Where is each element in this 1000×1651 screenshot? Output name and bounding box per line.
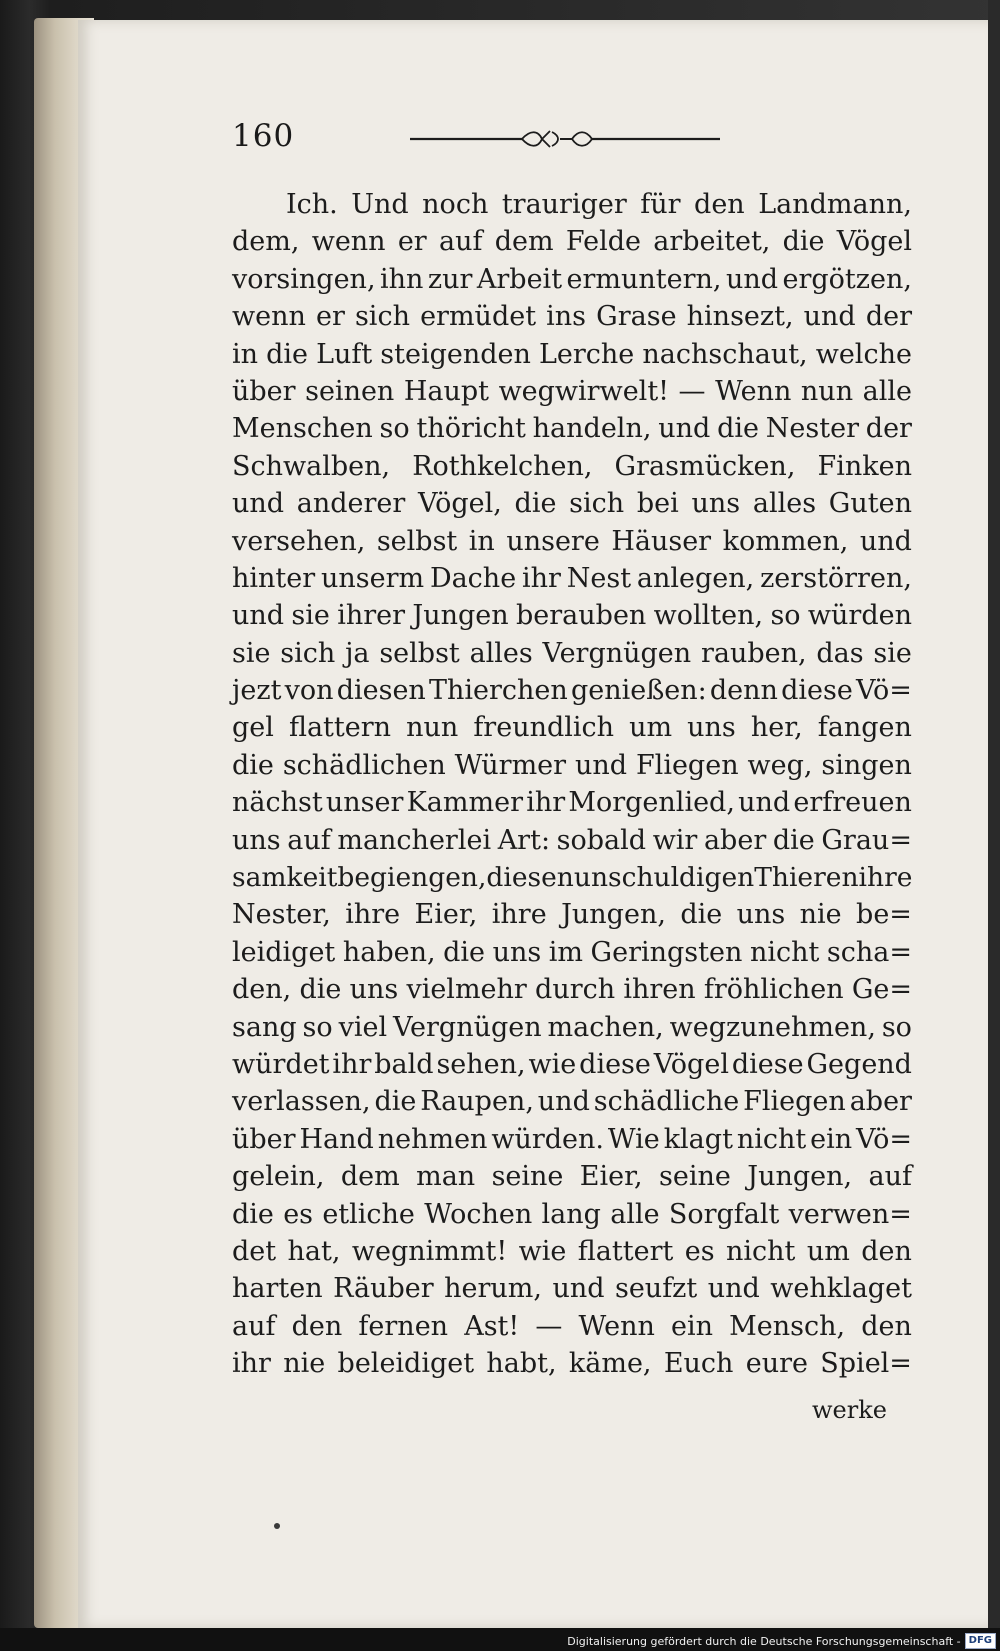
word: nicht [736,1123,807,1155]
word: Dache [429,562,517,594]
word: er [397,226,427,258]
word: durch [535,974,616,1006]
word: um [629,712,673,744]
word: fröhlichen [703,974,844,1006]
word: verlassen, [232,1086,371,1118]
word: unschuldigen [573,862,755,894]
word: Jungen, [561,899,666,931]
word: Vögel [836,226,912,258]
word: handeln, [532,413,652,445]
word: gel [232,712,274,744]
word: Lerche [538,338,635,370]
word: sobald [556,824,647,856]
word: harten [232,1273,323,1305]
ink-dot [274,1523,280,1529]
word: Fliegen [743,1086,846,1118]
word: Grasmücken, [614,450,796,482]
word: aber [703,824,767,856]
word: Mensch, [729,1310,846,1342]
word: nehmen [377,1123,488,1155]
word: Ich. [286,189,338,220]
word: Art: [497,824,551,856]
word: anderer [296,488,406,520]
word: bald [374,1048,434,1080]
dfg-logo-icon: DFG [965,1633,996,1649]
word: freundlich [473,712,615,744]
text-line [232,784,912,821]
word: seinen [305,375,395,407]
word: habt, [486,1348,557,1380]
word: uns [349,974,399,1006]
word: alle [862,375,912,407]
word: sie [232,637,271,669]
word: Haupt [403,375,490,407]
word: den [694,189,745,220]
word: käme, [568,1348,652,1380]
word: sich [569,488,625,520]
word: im [548,936,583,968]
word: die [782,226,825,258]
word: dem [494,226,554,258]
word: bei [636,488,679,520]
text-line [232,1233,912,1270]
word: Thieren [754,862,859,894]
word: uns [232,824,281,856]
word: alles [752,488,817,520]
word: Räuber [333,1273,434,1305]
word: haben, [342,936,436,968]
word: nie [283,1348,326,1380]
word: klagt [663,1123,733,1155]
word: unserm [320,562,425,594]
word: nicht [726,1235,796,1267]
word: das [816,637,864,669]
word: versehen, [232,525,366,557]
word: nun [406,712,459,744]
word: sie [291,600,330,632]
word: schädliche [593,1086,740,1118]
word: und [232,600,285,632]
word: unser [325,787,404,819]
word: ein [810,1123,853,1155]
word: unsere [506,525,600,557]
word: diese [579,1048,651,1080]
word: die [299,974,342,1006]
word: berauben [516,600,647,632]
word: für [640,189,681,220]
word: denn [709,675,778,707]
word: Vö= [856,675,912,707]
word: etliche [322,1198,415,1230]
word: ihre [345,899,401,931]
word: so [770,600,801,632]
text-line [232,971,912,1008]
text-line [232,261,912,298]
word: uns [736,899,786,931]
word: und [738,787,791,819]
word: Vergnügen [542,637,692,669]
word: die [374,1086,417,1118]
word: wegwirwelt! [498,375,670,407]
text-line [232,896,912,933]
word: ihr [332,1048,372,1080]
text-line [232,298,912,335]
word: eure [745,1348,808,1380]
word: her, [750,712,803,744]
word: diese [781,675,853,707]
text-line [232,485,912,522]
word: in [468,525,495,557]
word: Finken [817,450,912,482]
word: uns [687,712,736,744]
text-line [232,1158,912,1195]
word: dem, [232,226,300,258]
text-line [232,448,912,485]
word: schädlichen [282,749,446,781]
word: herum, [444,1273,542,1305]
word: Schwalben, [232,450,391,482]
catchword: werke [812,1396,887,1424]
text-line [232,1196,912,1233]
word: Sorgfalt [668,1198,780,1230]
text-line [232,1345,912,1382]
word: Wie [607,1123,660,1155]
word: Geringsten [590,936,743,968]
word: Ge= [851,974,912,1006]
word: um [806,1235,850,1267]
word: die [443,936,486,968]
word: er [315,301,345,333]
word: leidiget [232,936,336,968]
text-line [232,1308,912,1345]
word: Raupen, [420,1086,534,1118]
word: hinter [232,562,316,594]
word: aber [849,1086,912,1118]
word: Würmer [454,749,567,781]
word: auf [438,226,483,258]
word: ihr [522,562,561,594]
word: kommen, [722,525,849,557]
word: trauriger [501,189,627,220]
word: Euch [663,1348,734,1380]
text-line [232,336,912,373]
word: diese [731,1048,804,1080]
word: ein [671,1310,714,1342]
text-line [232,373,912,410]
text-line [232,747,912,784]
word: ermüdet [420,301,537,333]
word: sang [232,1011,297,1043]
word: Landmann, [758,189,912,220]
word: wie [528,1048,577,1080]
word: ihrer [337,600,406,632]
word: Und [351,189,409,220]
word: es [684,1235,715,1267]
word: der [865,413,912,445]
word: den [861,1310,912,1342]
word: wollten, [653,600,764,632]
word: Morgenlied, [568,787,735,819]
word: begiengen, [337,862,487,894]
word: nachschaut, [642,338,808,370]
word: sich [280,637,336,669]
text-line [232,822,912,859]
word: Häuser [611,525,712,557]
word: scha= [826,936,912,968]
word: alle [610,1198,660,1230]
text-line [232,859,912,896]
word: machen, [547,1011,664,1043]
word: seine [659,1161,731,1193]
word: Nester [765,413,859,445]
word: ins [546,301,587,333]
word: Vergnügen [393,1011,542,1043]
word: fangen [817,712,912,744]
word: alles [469,637,533,669]
word: — [678,375,706,407]
word: Spiel= [820,1348,912,1380]
word: det [232,1235,277,1267]
word: wenn [232,301,306,333]
word: Wenn [578,1310,655,1342]
word: von [284,675,334,707]
word: über [232,1123,296,1155]
word: hinsezt, [686,301,794,333]
word: Vögel [653,1048,729,1080]
word: wie [518,1235,567,1267]
text-line [232,186,912,223]
word: Menschen [232,413,373,445]
word: ergötzen, [782,263,912,295]
word: ihren [623,974,696,1006]
word: Rothkelchen, [412,450,593,482]
word: selbst [376,525,458,557]
text-line [232,1270,912,1307]
word: Grau= [821,824,912,856]
word: Luft [316,338,373,370]
word: und [574,749,628,781]
word: Nester, [232,899,331,931]
word: auf [232,1310,276,1342]
word: wir [652,824,698,856]
word: Eier, [579,1161,643,1193]
word: und [537,1086,590,1118]
text-line [232,523,912,560]
word: Vö= [856,1123,912,1155]
word: Grase [596,301,677,333]
word: Fliegen [635,749,739,781]
word: singen [821,749,912,781]
word: nie [799,899,842,931]
word: welche [815,338,912,370]
word: steigenden [380,338,531,370]
word: Guten [828,488,912,520]
word: vorsingen, [232,263,376,295]
word: diesen [486,862,574,894]
word: die [772,824,815,856]
word: der [865,301,912,333]
word: selbst [379,637,460,669]
word: Wochen [424,1198,533,1230]
word: gelein, [232,1161,325,1193]
word: viel [338,1011,388,1043]
word: die [680,899,723,931]
word: Arbeit [476,263,563,295]
word: lang [541,1198,601,1230]
word: erfreuen [793,787,912,819]
word: über [232,375,296,407]
text-line [232,1083,912,1120]
word: sich [354,301,410,333]
word: den [291,1310,343,1342]
word: die [717,413,759,445]
word: und [803,301,856,333]
word: uns [691,488,741,520]
word: würden [807,600,912,632]
word: fernen [358,1310,449,1342]
word: auf [868,1161,912,1193]
word: be= [856,899,912,931]
word: diesen [336,675,426,707]
word: weg, [747,749,813,781]
word: beleidiget [337,1348,475,1380]
page-number: 160 [232,118,295,154]
word: und [707,1273,760,1305]
word: genießen: [570,675,707,707]
word: flattert [577,1235,674,1267]
text-line [232,1046,912,1083]
word: nächst [232,787,323,819]
word: Gegend [806,1048,912,1080]
word: arbeitet, [653,226,771,258]
word: samkeit [232,862,338,894]
word: die [232,1198,274,1230]
text-line [232,635,912,672]
word: Kammer [406,787,523,819]
text-line [232,1121,912,1158]
word: ihr [232,1348,271,1380]
word: ihre [491,899,547,931]
word: es [283,1198,314,1230]
text-line [232,934,912,971]
word: würdet [232,1048,330,1080]
word: sie [873,637,912,669]
word: den [861,1235,912,1267]
word: jezt [232,675,282,707]
word: Jungen, [747,1161,853,1193]
word: Thierchen [428,675,568,707]
word: Hand [299,1123,374,1155]
word: Nest [566,562,632,594]
word: seufzt [614,1273,698,1305]
word: Vögel, [418,488,502,520]
word: und [859,525,912,557]
word: Eier, [414,899,478,931]
word: noch [422,189,489,220]
text-line [232,410,912,447]
word: vielmehr [406,974,527,1006]
word: und [658,413,711,445]
text-line [232,672,912,709]
footer-credit: Digitalisierung gefördert durch die Deutsche Forschungsgemeinschaft - [567,1634,961,1648]
text-line [232,1009,912,1046]
word: ja [345,637,370,669]
word: sehen, [436,1048,526,1080]
word: flattern [288,712,392,744]
word: Wenn [715,375,792,407]
word: und [232,488,285,520]
word: würden. [491,1123,604,1155]
word: Jungen [412,600,509,632]
text-line [232,560,912,597]
word: ihn [380,263,424,295]
word: und [552,1273,605,1305]
word: so [379,413,410,445]
word: auf [287,824,331,856]
word: die [514,488,557,520]
body-text [232,186,912,1383]
word: seine [491,1161,564,1193]
digitization-footer [567,1631,1000,1651]
word: thöricht [416,413,526,445]
word: und [725,263,779,295]
word: mancherlei [337,824,492,856]
word: man [416,1161,476,1193]
word: ermuntern, [566,263,722,295]
text-line [232,223,912,260]
word: so [881,1011,912,1043]
ornament-rule-icon [410,126,720,152]
word: verwen= [788,1198,912,1230]
word: so [302,1011,333,1043]
word: Ast! [464,1310,520,1342]
word: wehklaget [770,1273,912,1305]
word: zerstörren, [760,562,912,594]
word: ihre [858,862,913,894]
word: zur [427,263,473,295]
word: die [232,749,274,781]
word: wegnimmt! [351,1235,508,1267]
word: den, [232,974,292,1006]
word: wenn [311,226,386,258]
word: hat, [287,1235,341,1267]
text-line [232,597,912,634]
word: Felde [565,226,641,258]
word: nicht [749,936,820,968]
word: die [266,338,308,370]
word: ihr [526,787,566,819]
word: wegzunehmen, [669,1011,876,1043]
word: uns [492,936,542,968]
word: anlegen, [636,562,755,594]
text-line [232,709,912,746]
word: nun [800,375,854,407]
scan-border-right [988,0,1000,1651]
word: in [232,338,259,370]
word: rauben, [700,637,807,669]
word: — [535,1310,563,1342]
word: dem [340,1161,400,1193]
